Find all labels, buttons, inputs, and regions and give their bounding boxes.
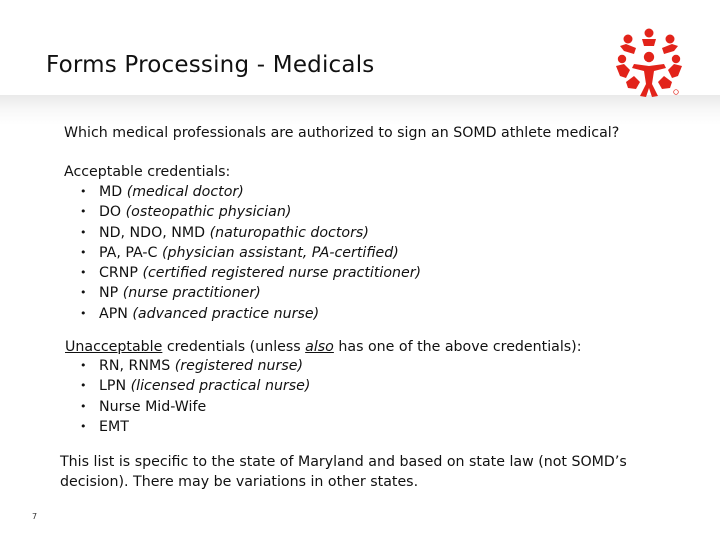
- bullet-icon: •: [80, 419, 87, 433]
- unacceptable-word: Unacceptable: [65, 339, 163, 355]
- question-text: Which medical professionals are authorized to sign an SOMD athlete medical?: [64, 125, 620, 141]
- note-line: This list is specific to the state of Maryland and based on state law (not SOMD’s: [60, 454, 627, 470]
- credential-description: (medical doctor): [126, 184, 244, 200]
- header-gradient-band: [0, 95, 720, 125]
- credential-description: (certified registered nurse practitioner): [142, 265, 422, 282]
- credential-description: (physician assistant, PA-certified): [161, 244, 399, 261]
- special-olympics-logo: [614, 26, 684, 98]
- slide-number: 7: [32, 512, 38, 521]
- bullet-icon: •: [80, 379, 87, 393]
- credential-description: (licensed practical nurse): [130, 378, 311, 395]
- list-item: [80, 182, 421, 202]
- bullet-icon: •: [80, 205, 87, 219]
- list-item: [80, 283, 421, 303]
- credential-code: NP: [99, 285, 119, 302]
- bullet-icon: •: [80, 185, 87, 198]
- credential-code: CRNP: [99, 265, 138, 282]
- unacceptable-heading-end: has one of the above credentials):: [333, 339, 582, 355]
- bullet-icon: •: [80, 286, 87, 300]
- credential-code: MD: [99, 184, 123, 200]
- credential-code: LPN: [99, 378, 127, 395]
- list-item: [80, 397, 310, 417]
- list-item: [80, 356, 310, 376]
- state-law-note: [60, 452, 627, 492]
- also-word: also: [305, 339, 334, 355]
- credential-code: ND, NDO, NMD: [99, 224, 206, 241]
- bullet-icon: •: [80, 225, 87, 239]
- credential-code: RN, RNMS: [99, 358, 171, 374]
- acceptable-heading: Acceptable credentials:: [64, 164, 231, 180]
- list-item: [80, 223, 421, 243]
- list-item: [80, 376, 310, 396]
- bullet-icon: •: [80, 306, 87, 320]
- credential-description: (nurse practitioner): [122, 285, 261, 302]
- credential-description: (naturopathic doctors): [209, 224, 369, 241]
- unacceptable-list: [80, 356, 310, 437]
- bullet-icon: •: [80, 359, 87, 372]
- acceptable-list: [80, 182, 421, 324]
- list-item: [80, 304, 421, 324]
- list-item: [80, 417, 310, 437]
- list-item: [80, 202, 421, 222]
- unacceptable-heading-mid: credentials (unless: [162, 339, 306, 355]
- credential-code: Nurse Mid-Wife: [99, 398, 207, 415]
- bullet-icon: •: [80, 266, 87, 280]
- credential-code: APN: [99, 305, 128, 322]
- list-item: [80, 243, 421, 263]
- bullet-icon: •: [80, 399, 87, 413]
- list-item: [80, 263, 421, 283]
- credential-description: (osteopathic physician): [125, 204, 292, 221]
- bullet-icon: •: [80, 245, 87, 259]
- unacceptable-heading: [65, 338, 582, 357]
- credential-code: PA, PA-C: [99, 244, 158, 261]
- credential-code: DO: [99, 204, 122, 221]
- slide-title: Forms Processing - Medicals: [46, 52, 375, 78]
- credential-description: (advanced practice nurse): [132, 305, 320, 322]
- credential-description: (registered nurse): [174, 358, 304, 374]
- note-line: decision). There may be variations in other states.: [60, 474, 419, 490]
- credential-code: EMT: [99, 418, 129, 435]
